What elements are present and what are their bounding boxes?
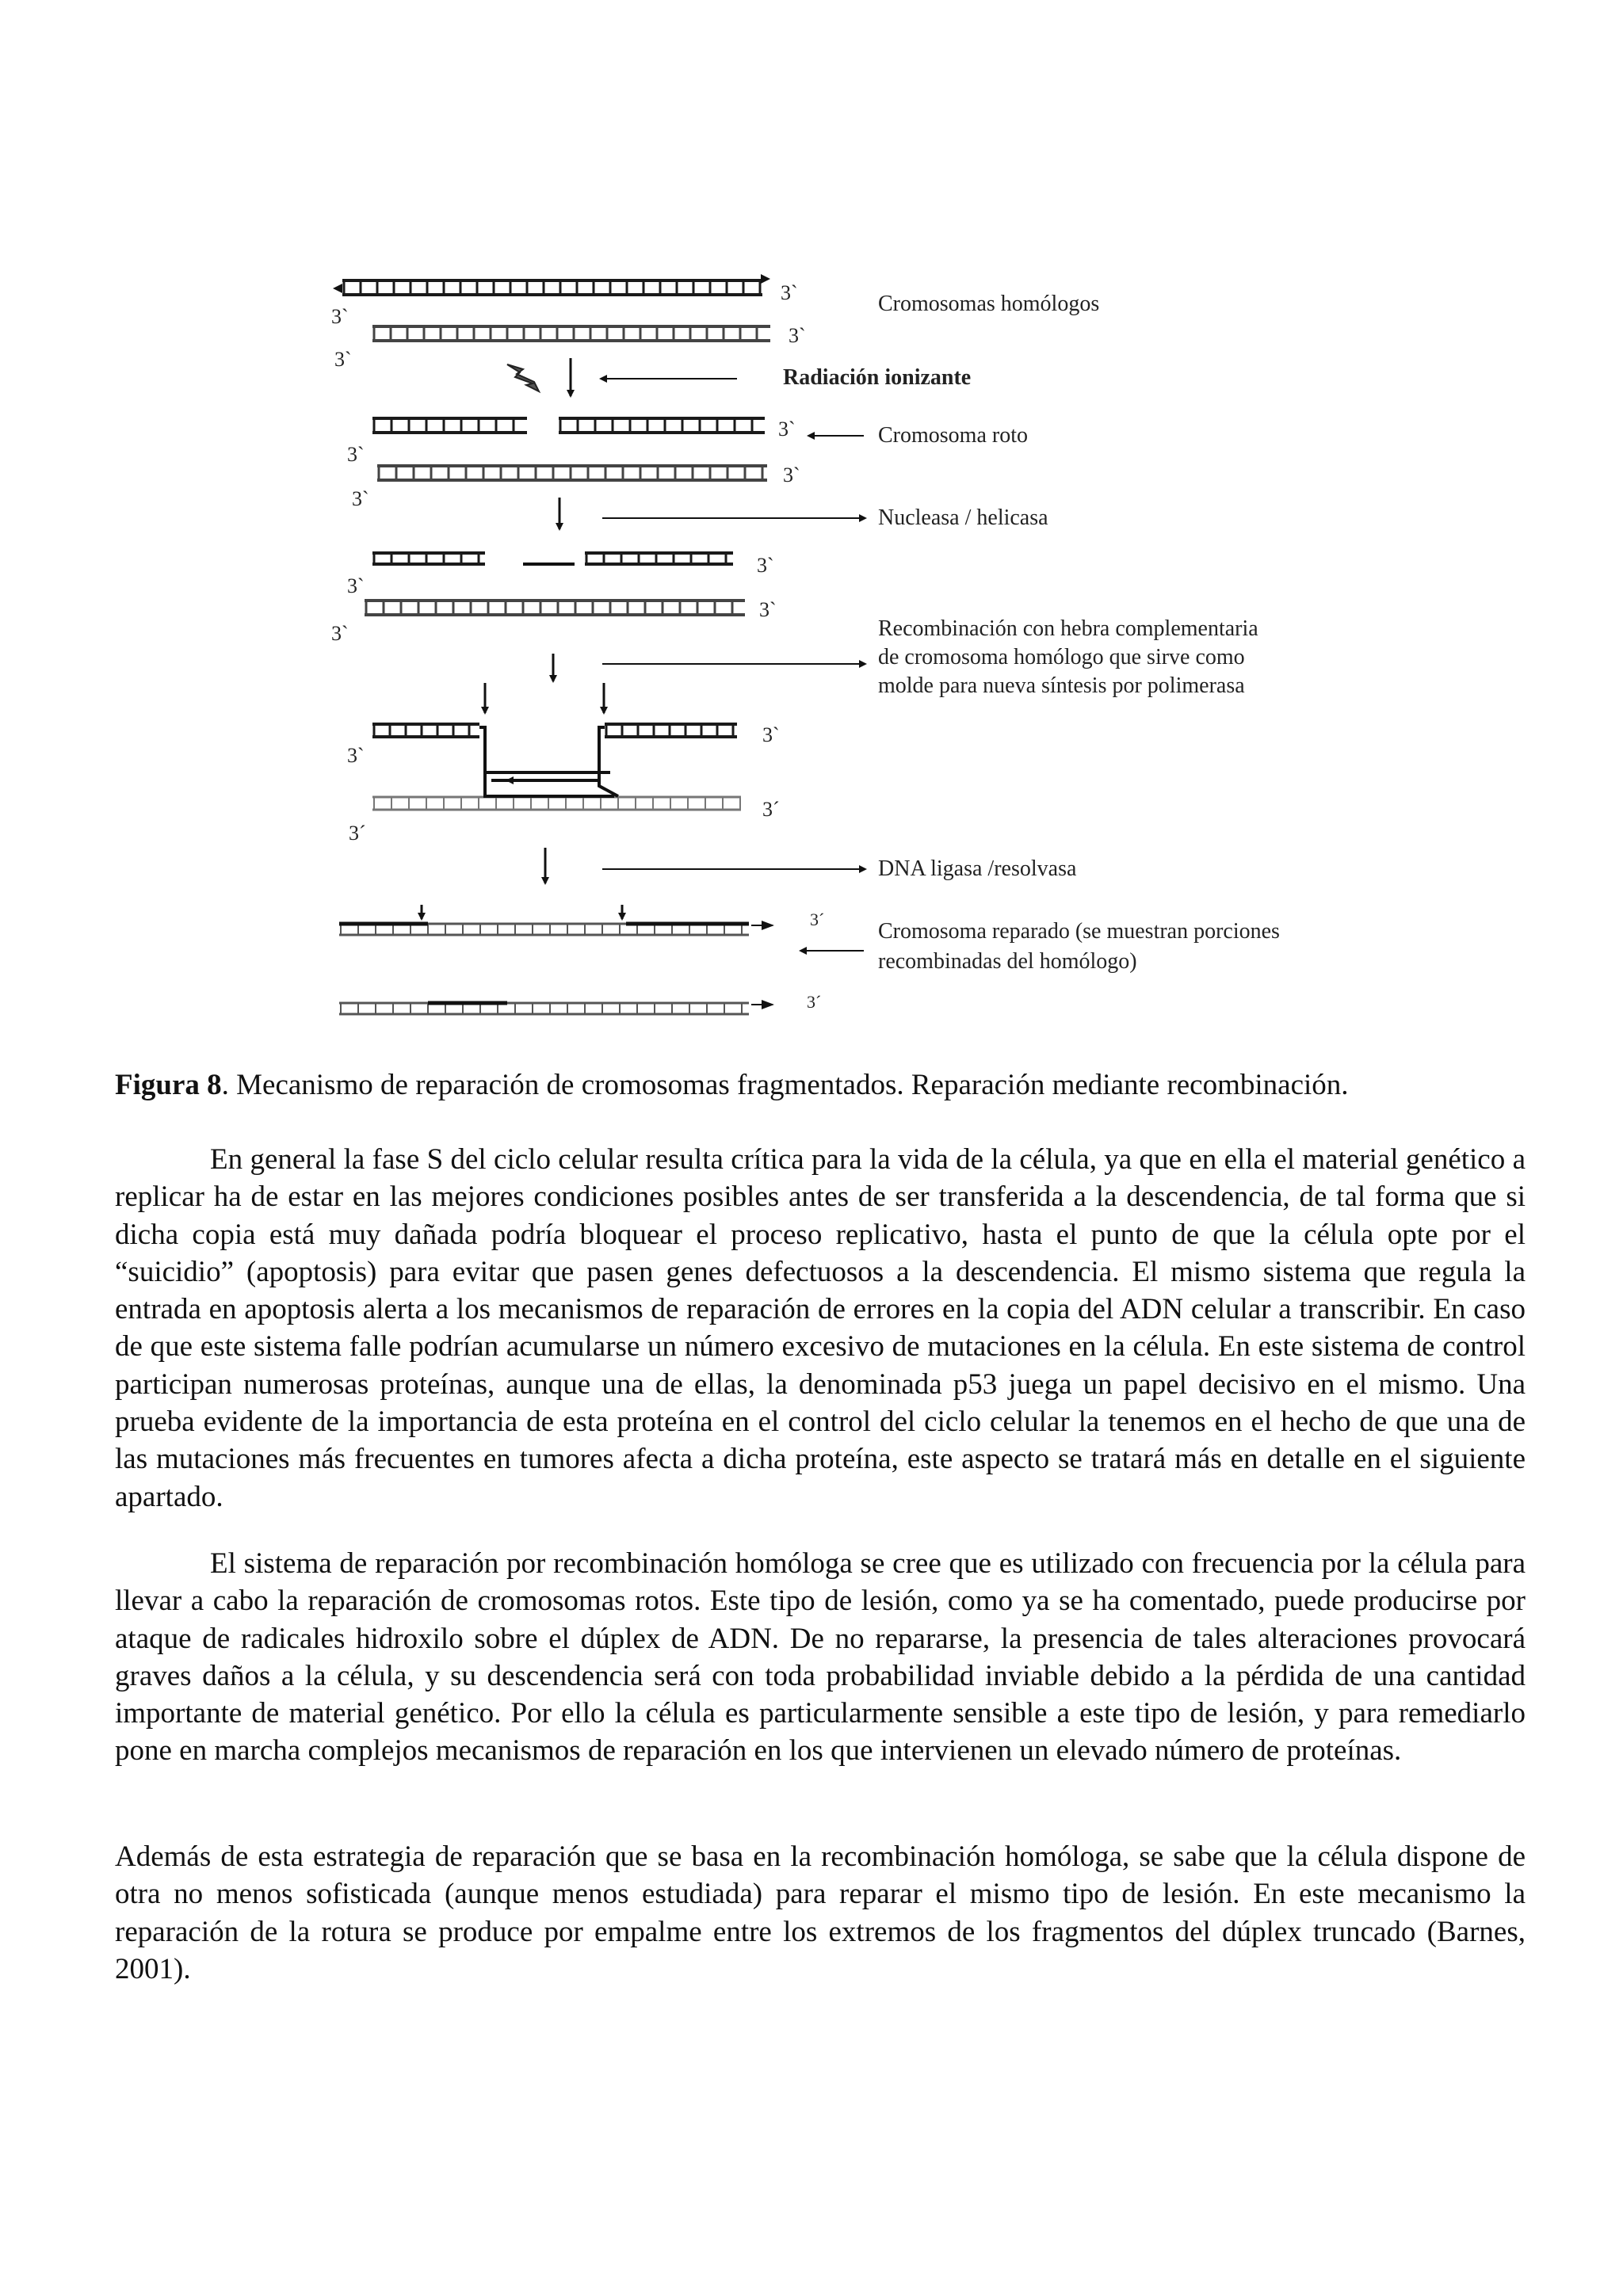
figure-caption [115, 1066, 1526, 1105]
repaired-label-line2: recombinadas del homólogo) [878, 949, 1137, 974]
dna-ladder-segment [372, 797, 741, 810]
svg-text:3`: 3` [762, 723, 780, 746]
end-marker: 3´ [810, 910, 825, 929]
svg-text:3`: 3` [347, 744, 365, 767]
dna-ladder-segment [585, 553, 733, 564]
repaired-label-line1: Cromosoma reparado (se muestran porciones [878, 919, 1280, 944]
paragraph: Además de esta estrategia de reparación que se basa en la recombinación homóloga, se sabe que la célula dispone de otra no menos sofisticada (aunque menos estudiada) para reparar el mismo tipo de lesión. En este mecanismo la reparación de la rotura se produce por empalme entre los extremos de los fragmentos del dúplex truncado (Barnes, 2001). [115, 1840, 1526, 1985]
svg-text:3`: 3` [347, 574, 365, 597]
svg-text:3´: 3´ [762, 798, 780, 821]
end-marker: 3´ [807, 992, 822, 1012]
recombination-label-line1: Recombinación con hebra complementaria [878, 616, 1258, 641]
dna-ladder-segment [365, 601, 745, 615]
end-marker: 3` [334, 348, 352, 371]
dna-ladder-segment [605, 724, 737, 737]
nuclease-label: Nucleasa / helicasa [878, 505, 1048, 530]
strand-exchange [479, 727, 618, 796]
svg-text:3`: 3` [757, 554, 774, 577]
svg-text:3`: 3` [778, 418, 796, 441]
stage1-end-markers [331, 274, 806, 371]
end-marker: 3` [331, 305, 349, 328]
svg-text:3`: 3` [783, 463, 800, 486]
svg-text:3`: 3` [331, 622, 349, 645]
figure-caption-text: . Mecanismo de reparación de cromosomas fragmentados. Reparación mediante recombinación. [221, 1069, 1349, 1101]
figure-caption-label: Figura 8 [115, 1069, 222, 1101]
lightning-bolt-icon [507, 364, 539, 391]
recombination-label-line2: de cromosoma homólogo que sirve como [878, 645, 1245, 669]
paragraph: El sistema de reparación por recombinación homóloga se cree que es utilizado con frecuencia por la célula para llevar a cabo la reparación de cromosomas rotos. Este tipo de lesión, como ya se ha comentado, puede producirse por ataque de radicales hidroxilo sobre el dúplex de ADN. De no repararse, la presencia de tales alteraciones provocará graves daños a la célula, y su descendencia será con toda probabilidad inviable debido a la pérdida de una cantidad importante de material genético. Por ello la célula es particularmente sensible a este tipo de lesión, y para remediarlo pone en marcha complejos mecanismos de reparación en los que intervienen un elevado número de proteínas. [115, 1547, 1526, 1768]
homologous-label: Cromosomas homólogos [878, 292, 1100, 316]
radiation-label: Radiación ionizante [783, 365, 972, 390]
dna-duplex-strands [339, 280, 770, 1014]
dna-ladder-segment [372, 418, 527, 433]
recombination-repair-diagram [0, 0, 1623, 1046]
svg-text:3`: 3` [759, 598, 777, 621]
end-marker: 3` [781, 281, 798, 304]
stage4-end-markers [347, 723, 780, 845]
dna-ladder-segment [342, 280, 762, 295]
dna-ladder-segment [377, 466, 767, 480]
recombination-label-line3: molde para nueva síntesis por polimerasa [878, 673, 1245, 698]
svg-text:3`: 3` [352, 487, 369, 510]
dna-ladder-segment [559, 418, 765, 433]
dna-ladder-segment [372, 553, 485, 564]
svg-text:3`: 3` [347, 443, 365, 466]
dna-ladder-segment [339, 1003, 749, 1014]
broken-chromosome-label: Cromosoma roto [878, 423, 1028, 448]
dna-ladder-segment [372, 326, 770, 341]
dna-ladder-segment [372, 724, 479, 737]
paragraph: En general la fase S del ciclo celular resulta crítica para la vida de la célula, ya que en ella el material genético a replicar ha de estar en las mejores condiciones posibles antes de ser transferida a la descendencia, de tal forma que si dicha copia está muy dañada podría bloquear el proceso replicativo, hasta el punto de que la célula opte por el “suicidio” (apoptosis) para evitar que pasen genes defectuosos a la descendencia. El mismo sistema que regula la entrada en apoptosis alerta a los mecanismos de reparación de errores en la copia del ADN celular a transcribir. En caso de que este sistema falle podrían acumularse un número excesivo de mutaciones en la célula. En este sistema de control participan numerosas proteínas, aunque una de ellas, la denominada p53 juega un papel decisivo en el mismo. Una prueba evidente de la importancia de esta proteína en el control del ciclo celular la tenemos en el hecho de que una de las mutaciones más frecuentes en tumores afecta a dicha proteína, este aspecto se tratará más en detalle en el siguiente apartado. [115, 1143, 1526, 1513]
svg-text:3´: 3´ [349, 822, 366, 845]
ligase-label: DNA ligasa /resolvasa [878, 856, 1077, 881]
end-marker: 3` [789, 324, 806, 347]
